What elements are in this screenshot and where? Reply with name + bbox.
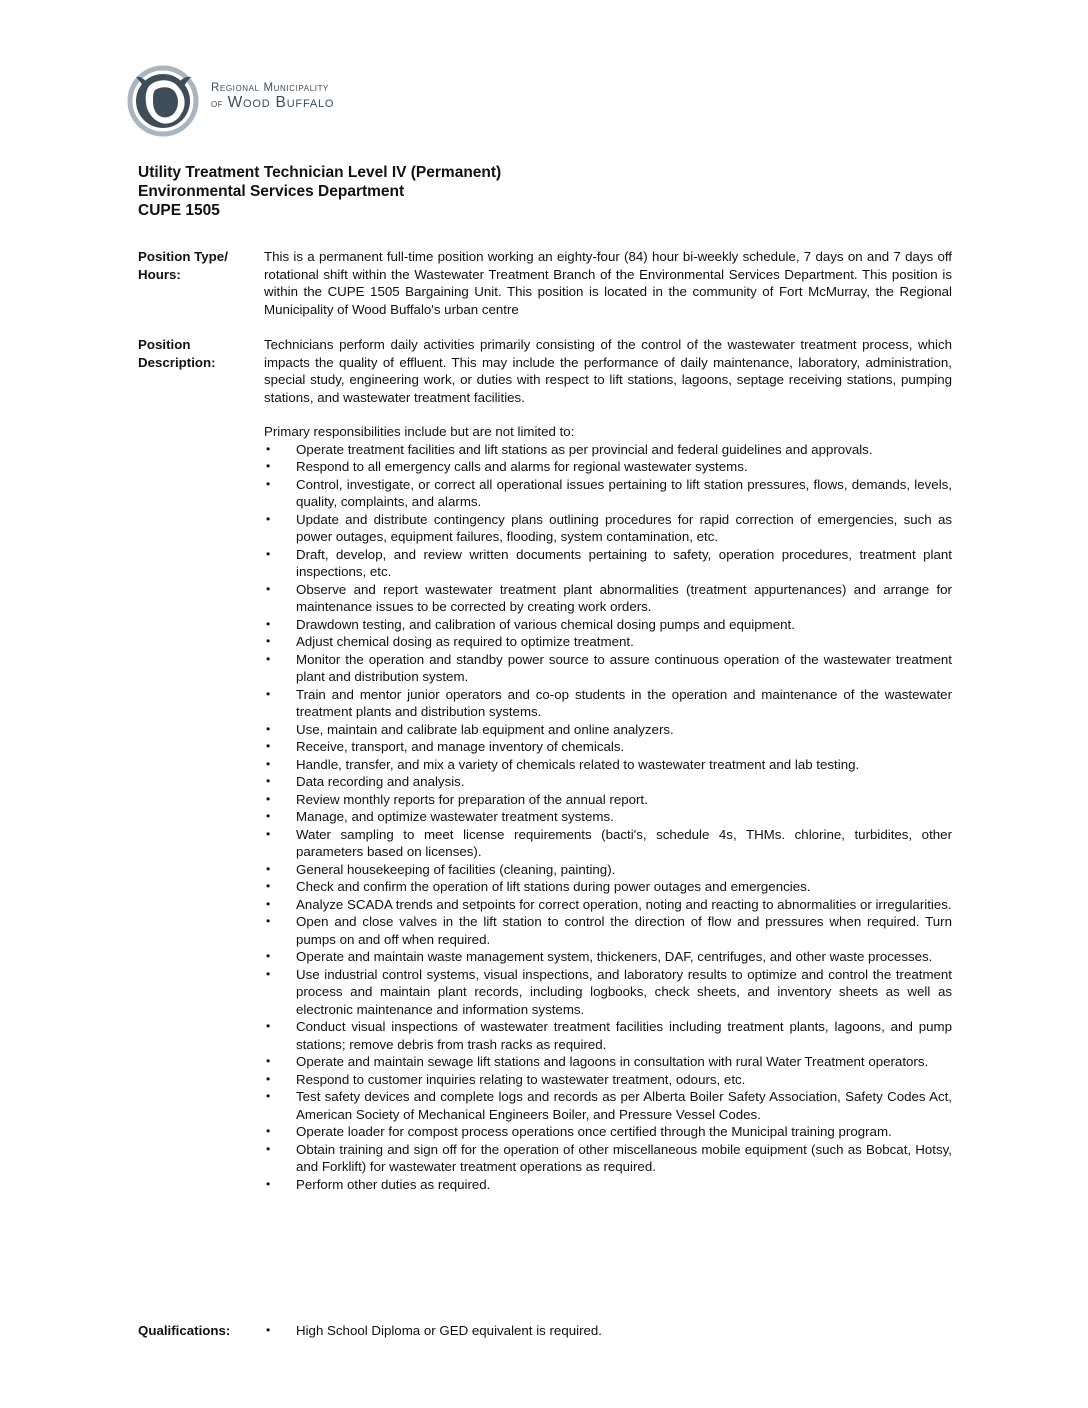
label-line: Hours: xyxy=(138,266,181,282)
responsibility-item xyxy=(264,878,952,896)
bullet-icon: • xyxy=(266,809,271,823)
qualification-item xyxy=(264,1322,952,1340)
logo-wordmark xyxy=(211,82,334,112)
responsibility-item xyxy=(264,966,952,1019)
label-line: Position Type/ xyxy=(138,249,228,264)
responsibility-item xyxy=(264,633,952,651)
responsibility-item xyxy=(264,1088,952,1123)
bullet-icon: • xyxy=(266,546,271,561)
responsibility-item-text: Update and distribute contingency plans outlining procedures for rapid correction of emergencies, such as power outages, equipment failures, flooding, system contamination, etc. xyxy=(296,511,952,544)
responsibility-item-text: Respond to all emergency calls and alarms for regional wastewater systems. xyxy=(296,459,748,474)
bullet-icon: • xyxy=(266,1019,271,1033)
responsibility-item xyxy=(264,476,952,511)
responsibility-item xyxy=(264,1053,952,1071)
bullet-icon: • xyxy=(266,826,271,841)
bullet-icon: • xyxy=(266,949,271,963)
bullet-icon: • xyxy=(266,774,271,788)
responsibility-item xyxy=(264,756,952,774)
responsibility-item-text: Water sampling to meet license requirements (bacti's, schedule 4s, THMs. chlorine, turbidites, other parameters based on licenses). xyxy=(296,826,952,859)
posting-header xyxy=(138,163,501,220)
responsibility-item xyxy=(264,791,952,809)
bullet-icon: • xyxy=(266,511,271,526)
responsibility-item-text: Handle, transfer, and mix a variety of chemicals related to wastewater treatment and lab testing. xyxy=(296,756,860,772)
bullet-icon: • xyxy=(266,616,271,631)
responsibility-item-text: Respond to customer inquiries relating to wastewater treatment, odours, etc. xyxy=(296,1071,746,1087)
responsibility-item-text: Obtain training and sign off for the operation of other miscellaneous mobile equipment (such as Bobcat, Hotsy, and Forklift) for wastewater treatment operations as required. xyxy=(296,1141,952,1174)
qualification-item-text: High School Diploma or GED equivalent is required. xyxy=(296,1323,602,1338)
responsibility-item xyxy=(264,861,952,879)
job-title: Utility Treatment Technician Level IV (Permanent) xyxy=(138,164,502,181)
responsibility-item xyxy=(264,458,952,476)
responsibility-item xyxy=(264,511,952,546)
responsibility-item-text: Drawdown testing, and calibration of various chemical dosing pumps and equipment. xyxy=(296,616,795,632)
bullet-icon: • xyxy=(266,1054,271,1068)
responsibility-item xyxy=(264,826,952,861)
responsibility-item xyxy=(264,686,952,721)
position-description-label xyxy=(138,336,258,371)
bison-emblem-icon xyxy=(127,64,207,138)
bullet-icon: • xyxy=(266,914,271,928)
label-line: Description: xyxy=(138,354,216,370)
logo-wood-buffalo: Wood Buffalo xyxy=(227,94,335,111)
responsibility-item-text: Open and close valves in the lift station to control the direction of flow and pressures when required. Turn pumps on and off when required. xyxy=(296,914,952,947)
department-name: Environmental Services Department xyxy=(138,183,405,200)
responsibility-item-text: Check and confirm the operation of lift stations during power outages and emergencies. xyxy=(296,879,811,894)
logo-line-name xyxy=(211,94,334,112)
responsibility-item xyxy=(264,546,952,581)
bullet-icon: • xyxy=(266,686,271,701)
responsibility-item-text: Operate and maintain sewage lift stations and lagoons in consultation with rural Water Treatment operators. xyxy=(296,1054,929,1069)
responsibility-item-text: Perform other duties as required. xyxy=(296,1176,491,1192)
responsibility-item xyxy=(264,808,952,826)
responsibility-item xyxy=(264,1123,952,1141)
bullet-icon: • xyxy=(266,756,271,771)
qualifications-content xyxy=(264,1322,952,1340)
responsibility-item-text: Operate and maintain waste management system, thickeners, DAF, centrifuges, and other waste processes. xyxy=(296,949,933,964)
position-type-text: This is a permanent full-time position working an eighty-four (84) hour bi-weekly schedule, 7 days on and 7 days off rotational shift within the Wastewater Treatment Branch of the Environmental Services Department. This position is within the CUPE 1505 Bargaining Unit. This position is located in the community of Fort McMurray, the Regional Municipality of Wood Buffalo's urban centre xyxy=(264,249,952,317)
responsibility-item-text: Conduct visual inspections of wastewater treatment facilities including treatment plants, lagoons, and pump stations; remove debris from trash racks as required. xyxy=(296,1019,952,1052)
responsibility-item xyxy=(264,1176,952,1194)
bullet-icon: • xyxy=(266,966,271,981)
responsibility-item-text: Analyze SCADA trends and setpoints for correct operation, noting and reacting to abnormalities or irregularities. xyxy=(296,896,952,912)
bullet-icon: • xyxy=(266,1323,271,1337)
responsibility-item-text: Train and mentor junior operators and co-op students in the operation and maintenance of the wastewater treatment plants and distribution systems. xyxy=(296,686,952,719)
responsibilities-intro: Primary responsibilities include but are not limited to: xyxy=(264,424,575,439)
responsibility-item xyxy=(264,738,952,756)
responsibility-item xyxy=(264,896,952,914)
logo-of: of xyxy=(211,98,224,110)
responsibility-item-text: General housekeeping of facilities (cleaning, painting). xyxy=(296,861,616,877)
responsibility-item xyxy=(264,773,952,791)
responsibility-item xyxy=(264,1141,952,1176)
bullet-icon: • xyxy=(266,879,271,893)
bullet-icon: • xyxy=(266,651,271,666)
responsibility-item xyxy=(264,1018,952,1053)
responsibility-item-text: Data recording and analysis. xyxy=(296,774,465,789)
responsibility-item-text: Control, investigate, or correct all operational issues pertaining to lift station pressures, flows, demands, levels, quality, complaints, and alarms. xyxy=(296,476,952,509)
bullet-icon: • xyxy=(266,791,271,806)
position-type-label xyxy=(138,248,258,283)
bullet-icon: • xyxy=(266,634,271,648)
position-description-content xyxy=(264,336,952,1193)
responsibility-item-text: Monitor the operation and standby power source to assure continuous operation of the wastewater treatment plant and distribution system. xyxy=(296,651,952,684)
responsibility-item-text: Test safety devices and complete logs and records as per Alberta Boiler Safety Association, Safety Codes Act, American Society of Mechanical Engineers Boiler, and Pressure Vessel Codes. xyxy=(296,1089,952,1122)
qualifications-label: Qualifications: xyxy=(138,1323,231,1338)
responsibility-item xyxy=(264,948,952,966)
bullet-icon: • xyxy=(266,1124,271,1138)
responsibility-item-text: Receive, transport, and manage inventory of chemicals. xyxy=(296,739,625,754)
responsibility-item-text: Manage, and optimize wastewater treatment systems. xyxy=(296,809,614,824)
responsibility-item-text: Review monthly reports for preparation of the annual report. xyxy=(296,791,648,807)
position-type-content xyxy=(264,248,952,318)
bullet-icon: • xyxy=(266,861,271,876)
responsibility-item-text: Use industrial control systems, visual inspections, and laboratory results to optimize and control the treatment process and maintain plant records, including logbooks, check sheets, and inventory sheets as well as electronic maintenance and information systems. xyxy=(296,966,952,1017)
responsibilities-list xyxy=(264,441,952,1194)
bullet-icon: • xyxy=(266,739,271,753)
responsibility-item xyxy=(264,581,952,616)
label-line: Position xyxy=(138,337,191,352)
bullet-icon: • xyxy=(266,1071,271,1086)
union-name: CUPE 1505 xyxy=(138,202,220,219)
responsibility-item-text: Operate loader for compost process operations once certified through the Municipal training program. xyxy=(296,1124,892,1139)
responsibility-item xyxy=(264,721,952,739)
responsibility-item xyxy=(264,1071,952,1089)
bullet-icon: • xyxy=(266,1089,271,1103)
bullet-icon: • xyxy=(266,581,271,596)
responsibility-item-text: Operate treatment facilities and lift stations as per provincial and federal guidelines and approvals. xyxy=(296,441,873,457)
responsibility-item xyxy=(264,651,952,686)
bullet-icon: • xyxy=(266,896,271,911)
qualifications-list xyxy=(264,1322,952,1340)
bullet-icon: • xyxy=(266,721,271,736)
logo-line-regional: Regional Municipality xyxy=(211,82,329,94)
responsibility-item xyxy=(264,913,952,948)
municipality-logo xyxy=(127,64,387,138)
responsibility-item-text: Adjust chemical dosing as required to optimize treatment. xyxy=(296,634,634,649)
bullet-icon: • xyxy=(266,459,271,473)
bullet-icon: • xyxy=(266,441,271,456)
responsibility-item-text: Use, maintain and calibrate lab equipment and online analyzers. xyxy=(296,721,674,737)
responsibility-item xyxy=(264,441,952,459)
bullet-icon: • xyxy=(266,1176,271,1191)
responsibility-item-text: Observe and report wastewater treatment plant abnormalities (treatment appurtenances) and arrange for maintenance issues to be corrected by creating work orders. xyxy=(296,581,952,614)
responsibility-item xyxy=(264,616,952,634)
position-description-text: Technicians perform daily activities primarily consisting of the control of the wastewater treatment process, which impacts the quality of effluent. This may include the performance of daily maintenance, laboratory, administration, special study, engineering work, or duties with respect to lift stations, lagoons, septage receiving stations, pumping stations, and wastewater treatment facilities. xyxy=(264,337,952,405)
bullet-icon: • xyxy=(266,1141,271,1156)
bullet-icon: • xyxy=(266,476,271,491)
responsibility-item-text: Draft, develop, and review written documents pertaining to safety, operation procedures, treatment plant inspections, etc. xyxy=(296,546,952,579)
